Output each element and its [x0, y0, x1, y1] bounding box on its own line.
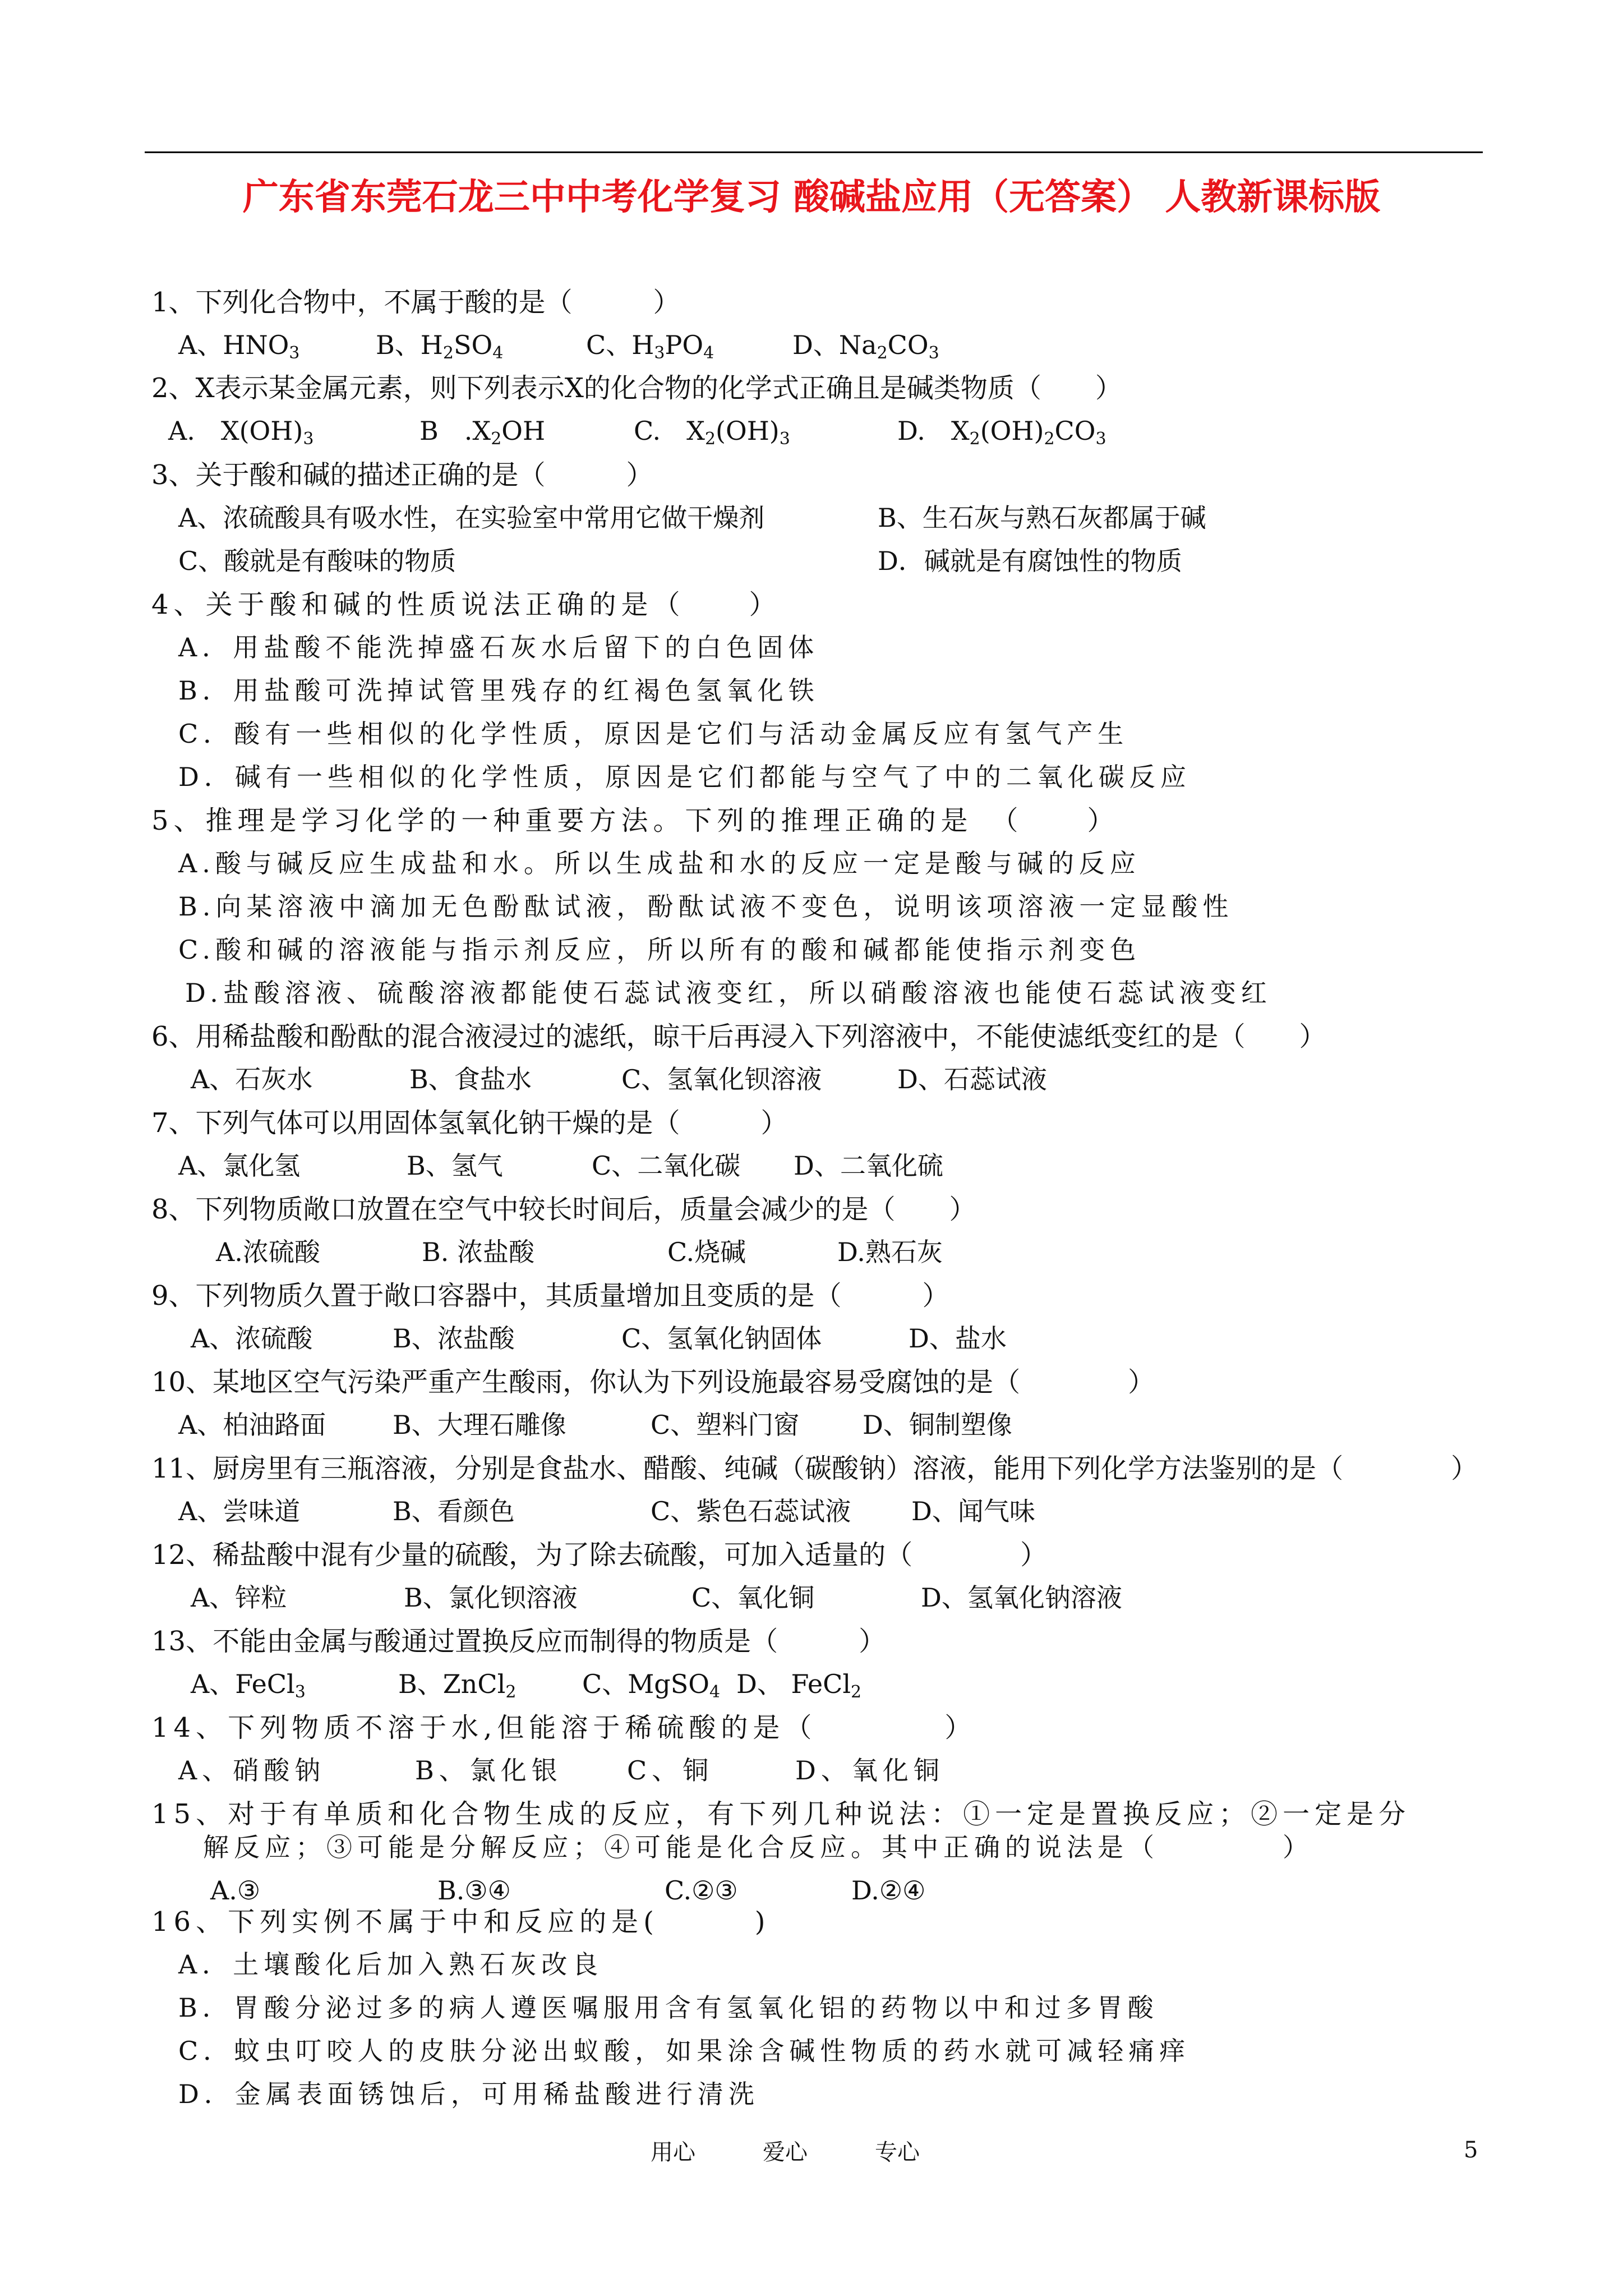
question-13-stem: 13、不能由金属与酸通过置换反应而制得的物质是（ ） — [151, 1626, 886, 1657]
option-a: A、浓硫酸具有吸水性，在实验室中常用它做干燥剂 — [178, 503, 765, 533]
question-2-stem: 2、X表示某金属元素，则下列表示X的化合物的化学式正确且是碱类物质（ ） — [151, 372, 1122, 404]
option-a: A、氯化氢 — [178, 1151, 301, 1181]
option-a: A、柏油路面 — [178, 1410, 326, 1440]
option-b: B．用盐酸可洗掉试管里残存的红褐色氢氧化铁 — [178, 675, 819, 706]
question-15-stem-cont: 解反应；③可能是分解反应；④可能是化合反应。其中正确的说法是（ ） — [203, 1832, 1313, 1862]
option-c: C、MgSO$_4$ — [582, 1669, 721, 1702]
header-rule — [145, 151, 1483, 153]
option-c: C、二氧化碳 — [592, 1151, 741, 1181]
option-c: C．酸有一些相似的化学性质，原因是它们与活动金属反应有氢气产生 — [178, 719, 1129, 749]
option-b: B.向某溶液中滴加无色酚酞试液，酚酞试液不变色，说明该项溶液一定显酸性 — [178, 891, 1234, 922]
option-c: C、氧化铜 — [691, 1582, 815, 1613]
option-d: D、二氧化硫 — [794, 1151, 943, 1181]
option-a: A、FeCl$_3$ — [191, 1669, 306, 1702]
option-c: C、$H_3PO_4$ — [586, 330, 714, 363]
question-4-stem: 4、关于酸和碱的性质说法正确的是（ ） — [151, 589, 781, 620]
question-3-stem: 3、关于酸和碱的描述正确的是（ ） — [151, 459, 653, 491]
option-b: B、看颜色 — [393, 1496, 515, 1526]
question-16-stem: 16、下列实例不属于中和反应的是( ) — [151, 1906, 771, 1938]
option-b: B、$H_2SO_4$ — [376, 330, 504, 363]
question-10-stem: 10、某地区空气污染严重产生酸雨，你认为下列设施最容易受腐蚀的是（ ） — [151, 1366, 1155, 1398]
option-d: D. $X_2(OH)_2CO_3$ — [897, 416, 1106, 449]
option-a: A.③ — [210, 1875, 261, 1906]
option-c: C、铜 — [627, 1755, 714, 1786]
option-a: A.酸与碱反应生成盐和水。所以生成盐和水的反应一定是酸与碱的反应 — [178, 848, 1141, 878]
question-12-stem: 12、稀盐酸中混有少量的硫酸，为了除去硫酸，可加入适量的（ ） — [151, 1539, 1048, 1571]
option-c: C、氢氧化钠固体 — [621, 1323, 822, 1354]
option-b: B、浓盐酸 — [393, 1323, 515, 1354]
option-a: A、$HNO_3$ — [178, 330, 300, 363]
option-c: C、紫色石蕊试液 — [651, 1496, 851, 1526]
option-a: A、锌粒 — [191, 1582, 287, 1613]
option-a: A.浓硫酸 — [216, 1237, 320, 1267]
option-c: C.烧碱 — [667, 1237, 746, 1267]
question-15-stem: 15、对于有单质和化合物生成的反应，有下列几种说法：①一定是置换反应；②一定是分 — [151, 1798, 1411, 1830]
question-8-stem: 8、下列物质敞口放置在空气中较长时间后，质量会减少的是（ ） — [151, 1194, 976, 1225]
option-b: B、食盐水 — [409, 1064, 532, 1094]
option-c: C. $X_2(OH)_3$ — [634, 416, 790, 449]
option-c: C.酸和碱的溶液能与指示剂反应，所以所有的酸和碱都能使指示剂变色 — [178, 935, 1141, 965]
option-d: D、闻气味 — [911, 1496, 1035, 1526]
option-b: B．胃酸分泌过多的病人遵医嘱服用含有氢氧化铝的药物以中和过多胃酸 — [178, 1993, 1159, 2023]
question-6-stem: 6、用稀盐酸和酚酞的混合液浸过的滤纸，晾干后再浸入下列溶液中，不能使滤纸变红的是（ ） — [151, 1021, 1326, 1052]
option-c: C．蚊虫叮咬人的皮肤分泌出蚁酸，如果涂含碱性物质的药水就可减轻痛痒 — [178, 2036, 1191, 2066]
option-d: D.盐酸溶液、硫酸溶液都能使石蕊试液变红，所以硝酸溶液也能使石蕊试液变红 — [185, 978, 1272, 1008]
question-9-stem: 9、下列物质久置于敞口容器中，其质量增加且变质的是（ ） — [151, 1280, 949, 1312]
option-a: A、浓硫酸 — [191, 1323, 313, 1354]
page-number: 5 — [1464, 2137, 1478, 2163]
option-c: C、氢氧化钡溶液 — [621, 1064, 822, 1094]
option-b: B.③④ — [437, 1875, 511, 1906]
option-a: A、石灰水 — [191, 1064, 313, 1094]
option-d: D、 FeCl$_2$ — [736, 1669, 862, 1702]
question-7-stem: 7、下列气体可以用固体氢氧化钠干燥的是（ ） — [151, 1107, 788, 1139]
option-d: D．碱就是有腐蚀性的物质 — [878, 546, 1182, 576]
footer-word-1: 用心 — [651, 2139, 695, 2165]
page-title: 广东省东莞石龙三中中考化学复习 酸碱盐应用（无答案） 人教新课标版 — [242, 177, 1381, 218]
option-c: C、塑料门窗 — [651, 1410, 800, 1440]
question-11-stem: 11、厨房里有三瓶溶液，分别是食盐水、醋酸、纯碱（碳酸钠）溶液，能用下列化学方法鉴别的是（ ） — [151, 1453, 1478, 1484]
option-a: A．用盐酸不能洗掉盛石灰水后留下的白色固体 — [178, 632, 819, 662]
option-c: C.②③ — [665, 1875, 738, 1906]
footer-word-2: 爱心 — [763, 2139, 808, 2165]
option-a: A. $X(OH)_3$ — [168, 416, 314, 449]
option-b: B. 浓盐酸 — [422, 1237, 535, 1267]
option-d: D.熟石灰 — [837, 1237, 943, 1267]
option-a: A、硝酸钠 — [178, 1755, 326, 1786]
option-d: D、氧化铜 — [795, 1755, 944, 1786]
option-d: D.②④ — [851, 1875, 926, 1906]
option-d: D、$Na_2CO_3$ — [792, 330, 939, 363]
option-b: B、大理石雕像 — [393, 1410, 566, 1440]
option-d: D、石蕊试液 — [897, 1064, 1047, 1094]
option-d: D．金属表面锈蚀后，可用稀盐酸进行清洗 — [178, 2079, 759, 2109]
option-a: A、尝味道 — [178, 1496, 301, 1526]
option-c: C、酸就是有酸味的物质 — [178, 546, 457, 576]
question-14-stem: 14、下列物质不溶于水,但能溶于稀硫酸的是（ ） — [151, 1712, 977, 1743]
option-b: B、氯化银 — [415, 1755, 562, 1786]
option-b: B $.X_2OH$ — [419, 416, 546, 449]
option-d: D．碱有一些相似的化学性质，原因是它们都能与空气了中的二氧化碳反应 — [178, 762, 1191, 792]
footer-word-3: 专心 — [875, 2139, 920, 2165]
option-b: B、ZnCl$_2$ — [398, 1669, 517, 1702]
option-d: D、铜制塑像 — [863, 1410, 1012, 1440]
option-d: D、盐水 — [909, 1323, 1007, 1354]
option-a: A．土壤酸化后加入熟石灰改良 — [178, 1949, 603, 1980]
question-1-stem: 1、下列化合物中，不属于酸的是（ ） — [151, 287, 680, 318]
option-b: B、生石灰与熟石灰都属于碱 — [878, 503, 1206, 533]
question-5-stem: 5、推理是学习化学的一种重要方法。下列的推理正确的是 （ ） — [151, 805, 1119, 836]
option-b: B、氢气 — [407, 1151, 503, 1181]
option-d: D、氢氧化钠溶液 — [921, 1582, 1122, 1613]
option-b: B、氯化钡溶液 — [404, 1582, 578, 1613]
